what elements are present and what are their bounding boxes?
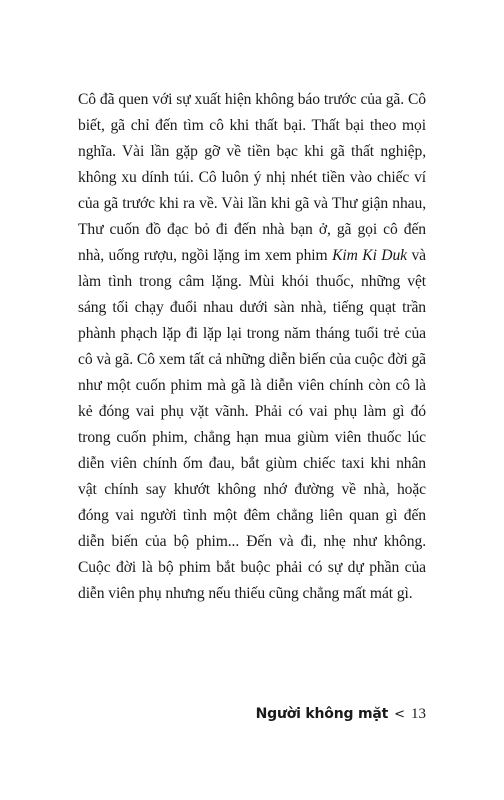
page-footer — [0, 706, 426, 723]
paragraph-text-part-2: và làm tình trong câm lặng. Mùi khói thuốc, những vệt sáng tối chạy đuổi nhau dưới sàn nhà, tiếng quạt trần phành phạch lặp đi lặp lại trong năm tháng tuổi trẻ của cô và gã. Cô xem tất cả những diễn biến của cuộc đời gã như một cuốn phim mà gã là diễn viên chính còn cô là kẻ đóng vai phụ vặt vãnh. Phải có vai phụ làm gì đó trong cuốn phim, chẳng hạn mua giùm viên thuốc lúc diễn viên chính ốm đau, bắt giùm chiếc taxi khi nhân vật chính say khướt không nhớ đường về nhà, hoặc đóng vai người tình một đêm chẳng liên quan gì đến diễn biến của bộ phim... Đến và đi, nhẹ như không. Cuộc đời là bộ phim bắt buộc phải có sự dự phần của diễn viên phụ nhưng nếu thiếu cũng chẳng mất mát gì. — [78, 247, 426, 602]
running-title: Người không mặt — [255, 706, 389, 722]
footer-separator-icon: < — [394, 707, 405, 722]
page-number: 13 — [411, 706, 426, 722]
body-paragraph — [78, 87, 426, 607]
paragraph-text-part-1: Cô đã quen với sự xuất hiện không báo trước của gã. Cô biết, gã chỉ đến tìm cô khi thất bại. Thất bại theo mọi nghĩa. Vài lần gặp gỡ về tiền bạc khi gã thất nghiệp, không xu dính túi. Cô luôn ý nhị nhét tiền vào chiếc ví của gã trước khi ra về. Vài lần khi gã và Thư giận nhau, Thư cuốn đồ đạc bỏ đi đến nhà bạn ở, gã gọi cô đến nhà, uống rượu, ngồi lặng im xem phim — [78, 91, 426, 264]
film-title-italic: Kim Ki Duk — [332, 247, 407, 264]
